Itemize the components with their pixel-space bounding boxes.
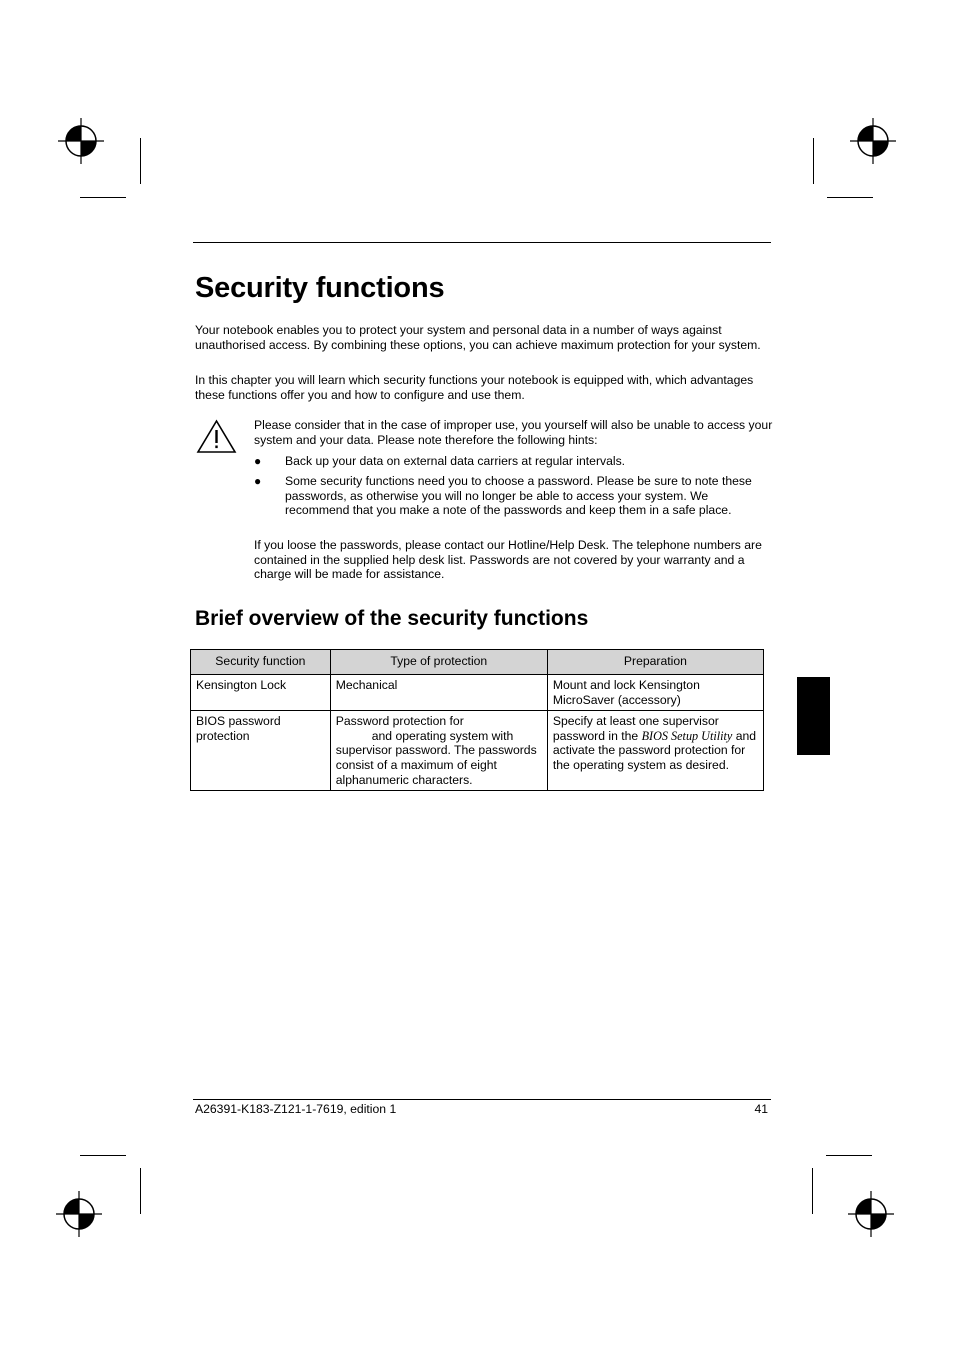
bios-setup-utility-term: BIOS Setup Utility <box>641 728 733 743</box>
bullet-item: Some security functions need you to choose a password. Please be sure to note these passwords, as otherwise you will no longer be able to access your system. We recommend that you make a note of the passwords and keep them in a safe place. <box>285 474 752 518</box>
footer-document-id: A26391-K183-Z121-1-7619, edition 1 <box>195 1102 397 1116</box>
table-cell-type: Mechanical <box>330 675 547 711</box>
warning-text: Please consider that in the case of improper use, you yourself will also be unable to access your system and your data. Please note therefore the following hints: <box>254 418 773 447</box>
type-line: Password protection for <box>335 714 464 729</box>
security-functions-table <box>190 649 764 791</box>
table-cell-function: Kensington Lock <box>191 675 331 711</box>
table-cell-type <box>330 711 547 791</box>
bullet-symbol: ● <box>254 474 262 488</box>
table-row <box>191 675 764 711</box>
column-header: Type of protection <box>330 650 547 675</box>
intro-paragraph: Your notebook enables you to protect your system and personal data in a number of ways against unauthorised access. By combining these options, you can achieve maximum protection for your system. <box>195 323 761 352</box>
crop-mark <box>140 138 141 184</box>
preparation-text: Specify at least one supervisor password in the <box>552 714 719 743</box>
registration-mark-bottom-left-icon <box>56 1191 102 1237</box>
registration-mark-top-right-icon <box>850 118 896 164</box>
crop-mark <box>80 197 126 198</box>
page-title: Security functions <box>195 272 445 304</box>
table-cell-preparation <box>547 711 763 791</box>
preparation-text: and activate the password protection for the operating system as desired. <box>552 728 757 772</box>
registration-mark-top-left-icon <box>58 118 104 164</box>
table-cell-preparation: Mount and lock Kensington MicroSaver (accessory) <box>547 675 763 711</box>
warning-followup: If you loose the passwords, please contact our Hotline/Help Desk. The telephone numbers are contained in the supplied help desk list. Passwords are not covered by your warranty and a charge will be made for assistance. <box>254 538 762 582</box>
chapter-thumb-tab <box>797 677 830 755</box>
intro-paragraph: In this chapter you will learn which security functions your notebook is equipped with, which advantages these functions offer you and how to configure and use them. <box>195 373 754 402</box>
section-heading: Brief overview of the security functions <box>195 607 589 630</box>
table-row <box>191 711 764 791</box>
crop-mark <box>827 197 873 198</box>
warning-triangle-icon <box>196 419 237 454</box>
bullet-item: Back up your data on external data carriers at regular intervals. <box>285 454 626 468</box>
column-header: Security function <box>191 650 331 675</box>
bullet-symbol: ● <box>254 454 262 468</box>
crop-mark <box>80 1155 126 1156</box>
type-line-continued: and operating system with supervisor password. The passwords consist of a maximum of eight alphanumeric characters. <box>335 728 537 787</box>
footer-rule <box>193 1099 771 1100</box>
header-rule <box>193 242 771 243</box>
registration-mark-bottom-right-icon <box>848 1191 894 1237</box>
table-cell-function: BIOS password protection <box>191 711 331 791</box>
crop-mark <box>826 1155 872 1156</box>
crop-mark <box>813 138 814 184</box>
column-header: Preparation <box>547 650 763 675</box>
table-header-row <box>191 650 764 675</box>
crop-mark <box>140 1168 141 1214</box>
footer-page-number: 41 <box>754 1102 768 1116</box>
crop-mark <box>812 1168 813 1214</box>
